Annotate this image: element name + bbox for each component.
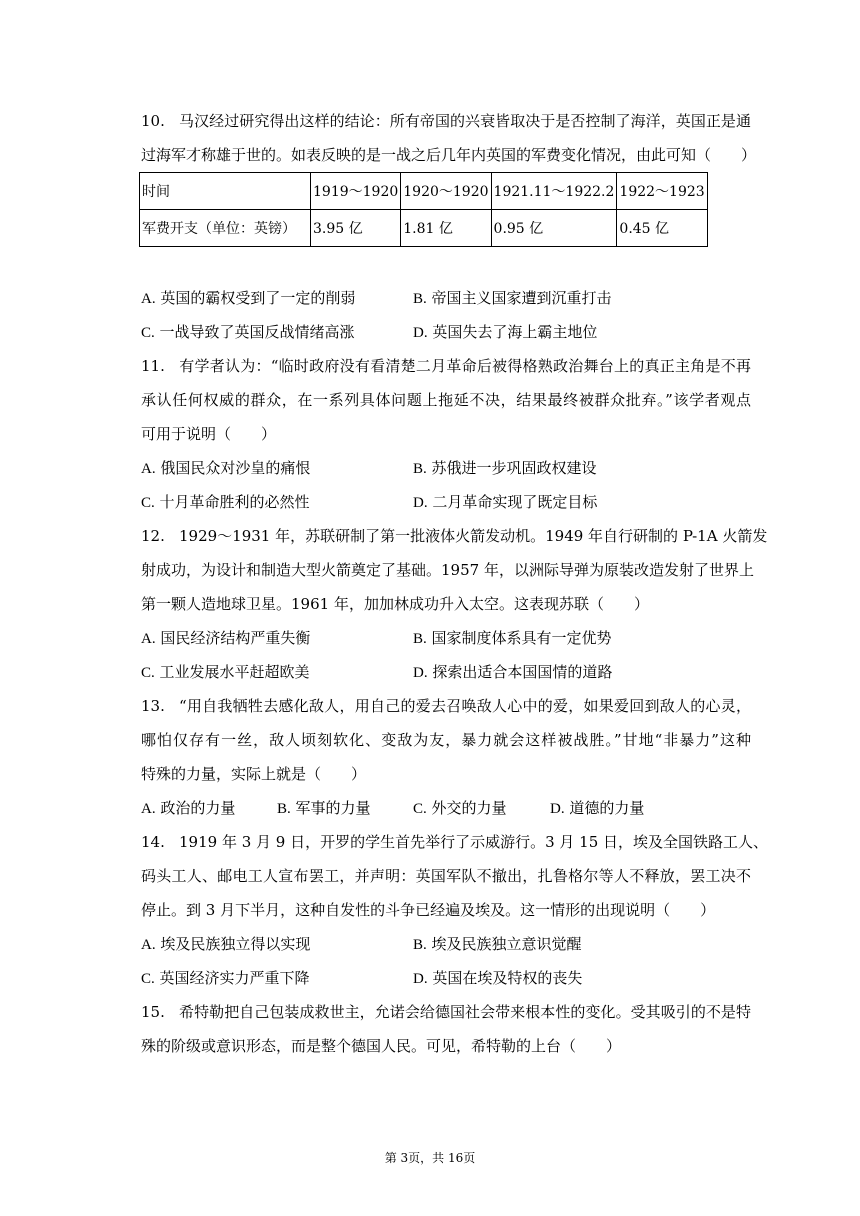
question-number: 13. — [141, 697, 165, 715]
option-d[interactable]: D. 英国在埃及特权的丧失 — [413, 969, 583, 987]
table-cell: 0.95 亿 — [491, 210, 617, 247]
table-row — [140, 210, 708, 247]
option-b[interactable]: B. 苏俄进一步巩固政权建设 — [413, 459, 597, 477]
question-12-line-1: 12. 1929～1931 年，苏联研制了第一批液体火箭发动机。1949 年自行研制的 P-1A 火箭发 — [141, 527, 768, 545]
option-a[interactable]: A. 英国的霸权受到了一定的削弱 — [141, 289, 356, 307]
option-a[interactable]: A. 俄国民众对沙皇的痛恨 — [141, 459, 311, 477]
military-spending-table — [139, 172, 708, 247]
option-c[interactable]: C. 一战导致了英国反战情绪高涨 — [141, 323, 355, 341]
question-number: 11. — [141, 357, 165, 375]
table-cell: 军费开支（单位：英镑） — [140, 210, 311, 247]
question-number: 12. — [141, 527, 165, 545]
option-b[interactable]: B. 国家制度体系具有一定优势 — [413, 629, 612, 647]
question-10-line-2: 过海军才称雄于世的。如表反映的是一战之后几年内英国的军费变化情况，由此可知（ ） — [141, 146, 757, 164]
question-15-line-1: 15. 希特勒把自己包装成救世主，允诺会给德国社会带来根本性的变化。受其吸引的不是特 — [141, 1003, 751, 1021]
option-d[interactable]: D. 二月革命实现了既定目标 — [413, 493, 598, 511]
table-cell: 时间 — [140, 173, 311, 210]
table-cell: 1922～1923 — [617, 173, 707, 210]
option-b[interactable]: B. 军事的力量 — [277, 799, 371, 817]
question-number: 15. — [141, 1003, 165, 1021]
option-a[interactable]: A. 埃及民族独立得以实现 — [141, 935, 311, 953]
table-cell: 1919～1920 — [311, 173, 401, 210]
question-13-line-1: 13. “用自我牺牲去感化敌人，用自己的爱去召唤敌人心中的爱，如果爱回到敌人的心灵， — [141, 697, 751, 715]
question-number: 14. — [141, 833, 165, 851]
question-14-line-3: 停止。到 3 月下半月，这种自发性的斗争已经遍及埃及。这一情形的出现说明（ ） — [141, 901, 716, 919]
question-13-line-3: 特殊的力量，实际上就是（ ） — [141, 765, 367, 783]
option-a[interactable]: A. 政治的力量 — [141, 799, 236, 817]
option-d[interactable]: D. 道德的力量 — [550, 799, 645, 817]
table-cell: 1921.11～1922.2 — [491, 173, 617, 210]
option-d[interactable]: D. 英国失去了海上霸主地位 — [413, 323, 598, 341]
table-row — [140, 173, 708, 210]
table-cell: 0.45 亿 — [617, 210, 707, 247]
question-14-line-2: 码头工人、邮电工人宣布罢工，并声明：英国军队不撤出，扎鲁格尔等人不释放，罢工决不 — [141, 867, 751, 885]
question-15-line-2: 殊的阶级或意识形态，而是整个德国人民。可见，希特勒的上台（ ） — [141, 1037, 622, 1055]
option-a[interactable]: A. 国民经济结构严重失衡 — [141, 629, 311, 647]
page-footer: 第 3页，共 16页 — [384, 1151, 476, 1165]
question-10-line-1: 10. 马汉经过研究得出这样的结论：所有帝国的兴衰皆取决于是否控制了海洋，英国正是通 — [141, 112, 751, 130]
question-13-line-2: 哪怕仅存有一丝，敌人顷刻软化、变敌为友，暴力就会这样被战胜。”甘地“非暴力”这种 — [141, 731, 751, 749]
option-c[interactable]: C. 工业发展水平赶超欧美 — [141, 663, 310, 681]
option-c[interactable]: C. 十月革命胜利的必然性 — [141, 493, 310, 511]
table-cell: 1920～1920 — [401, 173, 491, 210]
question-14-line-1: 14. 1919 年 3 月 9 日，开罗的学生首先举行了示威游行。3 月 15 日，埃及全国铁路工人、 — [141, 833, 769, 851]
question-11-line-2: 承认任何权威的群众，在一系列具体问题上拖延不决，结果最终被群众批弃。”该学者观点 — [141, 391, 751, 409]
question-number: 10. — [141, 112, 165, 130]
question-12-line-3: 第一颗人造地球卫星。1961 年，加加林成功升入太空。这表现苏联（ ） — [141, 595, 649, 613]
question-11-line-3: 可用于说明（ ） — [141, 425, 277, 443]
question-11-line-1: 11. 有学者认为：“临时政府没有看清楚二月革命后被得格熟政治舞台上的真正主角是不再 — [141, 357, 751, 375]
option-c[interactable]: C. 外交的力量 — [413, 799, 507, 817]
option-b[interactable]: B. 埃及民族独立意识觉醒 — [413, 935, 582, 953]
option-c[interactable]: C. 英国经济实力严重下降 — [141, 969, 310, 987]
table-cell: 3.95 亿 — [311, 210, 401, 247]
table-cell: 1.81 亿 — [401, 210, 491, 247]
question-12-line-2: 射成功，为设计和制造大型火箭奠定了基础。1957 年，以洲际导弹为原装改造发射了世界上 — [141, 561, 754, 579]
option-b[interactable]: B. 帝国主义国家遭到沉重打击 — [413, 289, 612, 307]
option-d[interactable]: D. 探索出适合本国国情的道路 — [413, 663, 613, 681]
